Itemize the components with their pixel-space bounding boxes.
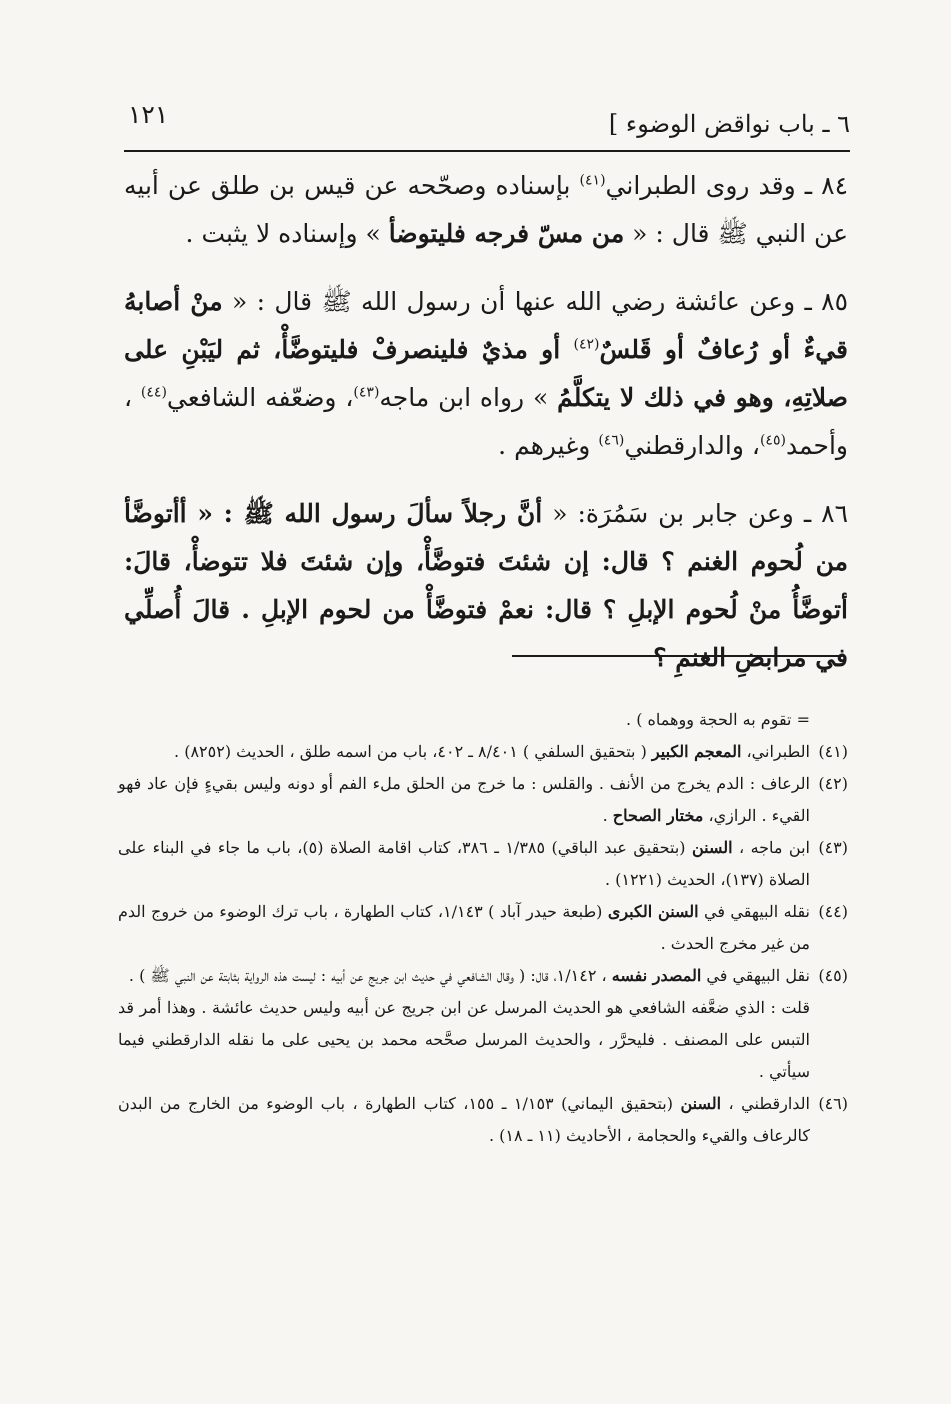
footnote-number: (٤٥) <box>818 966 848 985</box>
footnote-continuation: = تقوم به الحجة ووهماه ) . <box>626 710 810 729</box>
footnote-number: (٤١) <box>818 742 848 761</box>
footnote-45: (٤٥) نقل البيهقي في المصدر نفسه ، ١/١٤٢، قال: ( وقال الشافعي في حديث ابن جريج عن أبيه : ليست هذه الرواية بثابتة عن النبي ﷺ ) . قلت : الذي ضعَّفه الشافعي هو الحديث المرسل عن ابن جريج عن أبيه وليس حديث عائشة . وهذا أمر قد التبس على المصنف . فليحرَّر ، والحديث المرسل صحَّحه محمد بن يحيى على ما نقله الدارقطني فيما سيأتي . <box>118 960 848 1088</box>
footnote-ref-45: (٤٥) <box>759 432 786 449</box>
footnote-number: (٤٣) <box>818 838 848 857</box>
footnotes <box>118 704 848 1152</box>
footnote-number: (٤٦) <box>818 1094 848 1113</box>
hadith-86: ٨٦ ـ وعن جابر بن سَمُرَة: « أنَّ رجلاً سألَ رسول الله ﷺ : « أأتوضَّأ من لُحوم الغنم ؟ قال: إن شئتَ فتوضَّأْ، وإن شئتَ فلا تتوضأْ، قالَ: أتوضَّأُ منْ لُحوم الإبلِ ؟ قال: نعمْ فتوضَّأْ من لحوم الإبلِ . قالَ أُصلِّي في مرابضِ الغنمِ ؟ <box>124 499 848 672</box>
footnote-ref-43: (٤٣) <box>353 384 380 401</box>
footnote-45-note: قلت : الذي ضعَّفه الشافعي هو الحديث المرسل عن ابن جريج عن أبيه وليس حديث عائشة . وهذا أمر قد التبس على المصنف . فليحرَّر ، والحديث المرسل صحَّحه محمد بن يحيى على ما نقله الدارقطني فيما سيأتي . <box>118 998 810 1081</box>
footnote-46: (٤٦) الدارقطني ، السنن (بتحقيق اليماني) ١/١٥٣ ـ ١٥٥، كتاب الطهارة ، باب الوضوء من الخارج من البدن كالرعاف والقيء والحجامة ، الأحاديث (١١ ـ ١٨) . <box>118 1088 848 1152</box>
footnote-number: (٤٤) <box>818 902 848 921</box>
footnote-ref-41: (٤١) <box>579 172 606 189</box>
header-rule <box>124 150 850 152</box>
footnote-41: (٤١) الطبراني، المعجم الكبير ( بتحقيق السلفي ) ٨/٤٠١ ـ ٤٠٢، باب من اسمه طلق ، الحديث (٨٢٥٢) . <box>118 736 848 768</box>
hadith-85-text: منْ أصابهُ قيءٌ أو رُعافٌ أو قَلسٌ <box>124 287 848 364</box>
footnote-ref-44: (٤٤) <box>140 384 167 401</box>
page-number: ١٢١ <box>128 100 169 129</box>
footnote-ref-46: (٤٦) <box>598 432 625 449</box>
footnote-42: (٤٢) الرعاف : الدم يخرج من الأنف . والقلس : ما خرج من الحلق ملء الفم أو دونه وليس بقيءٍ فإن عاد فهو القيء . الرازي، مختار الصحاح . <box>118 768 848 832</box>
hadith-86-text: أنَّ رجلاً سألَ رسول الله ﷺ : « أأتوضَّأ من لُحوم الغنم ؟ قال: إن شئتَ فتوضَّأْ، وإن شئتَ فلا تتوضأْ، قالَ: أتوضَّأُ منْ لُحوم الإبلِ ؟ قال: نعمْ فتوضَّأْ من لحوم الإبلِ . قالَ أُصلِّي في مرابضِ الغنمِ ؟ <box>124 499 848 672</box>
footnote-44: (٤٤) نقله البيهقي في السنن الكبرى (طبعة حيدر آباد ) ١/١٤٣، كتاب الطهارة ، باب ترك الوضوء من خروج الدم من غير مخرج الحدث . <box>118 896 848 960</box>
main-text <box>124 162 848 682</box>
footnote-separator <box>512 655 842 657</box>
running-title: ٦ ـ باب نواقض الوضوء ] <box>608 110 850 138</box>
hadith-84-text: من مسّ فرجه فليتوضأ <box>388 219 625 248</box>
hadith-85: ٨٥ ـ وعن عائشة رضي الله عنها أن رسول الله ﷺ قال : « منْ أصابهُ قيءٌ أو رُعافٌ أو قَلسٌ$^{(٤٢)}$ أو مذيٌ فلينصرفْ فليتوضَّأْ، ثم ليَبْنِ على صلاتِهِ، وهو في ذلك لا يتكلَّمُ » رواه ابن ماجه$^{(٤٣)}$، وضعّفه الشافعي$^{(٤٤)}$ ، وأحمد$^{(٤٥)}$، والدارقطني$^{(٤٦)}$ وغيرهم . <box>124 287 849 460</box>
footnote-number: (٤٢) <box>818 774 848 793</box>
hadith-84: ٨٤ ـ وقد روى الطبراني$^{(٤١)}$ بإسناده وصحّحه عن قيس بن طلق عن أبيه عن النبي ﷺ قال : « من مسّ فرجه فليتوضأ » وإسناده لا يثبت . <box>124 171 848 248</box>
footnote-43: (٤٣) ابن ماجه ، السنن (بتحقيق عبد الباقي) ١/٣٨٥ ـ ٣٨٦، كتاب اقامة الصلاة (٥)، باب ما جاء في البناء على الصلاة (١٣٧)، الحديث (١٢٢١) . <box>118 832 848 896</box>
footnote-ref-42: (٤٢) <box>573 336 600 353</box>
page-header <box>124 100 850 146</box>
